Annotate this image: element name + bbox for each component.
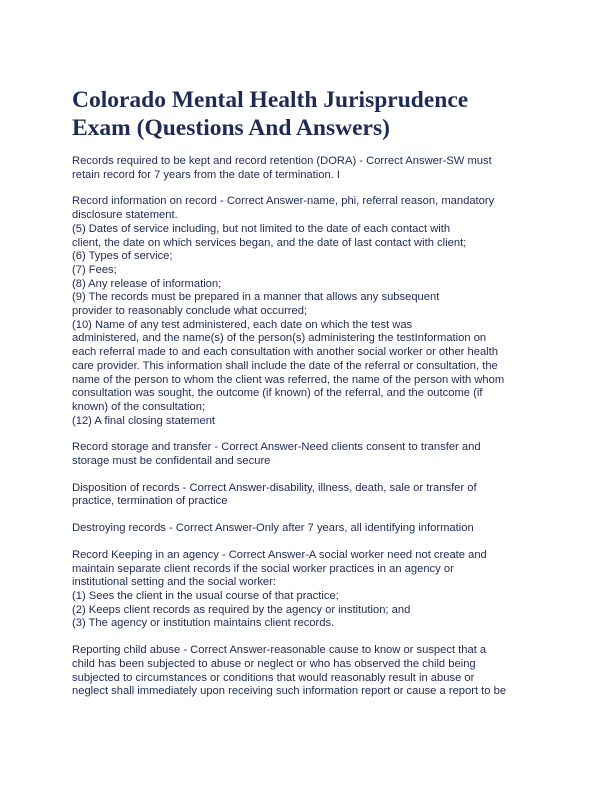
text-line: institutional setting and the social worker:: [72, 576, 276, 589]
text-line: Record information on record - Correct Answer-name, phi, referral reason, mandatory: [72, 195, 495, 208]
entry-record-information: [72, 195, 542, 428]
text-line: (8) Any release of information;: [72, 277, 222, 290]
entry-disposition: [72, 482, 542, 509]
text-line: administered, and the name(s) of the person(s) administering the testInformation on: [72, 332, 487, 345]
document-title: [72, 86, 542, 142]
text-line: provider to reasonably conclude what occurred;: [72, 305, 308, 318]
text-line: care provider. This information shall include the date of the referral or consultation, the: [72, 359, 498, 372]
text-line: Records required to be kept and record retention (DORA) - Correct Answer-SW must: [72, 155, 492, 167]
text-line: consultation was sought, the outcome (if known) of the referral, and the outcome (if: [72, 387, 483, 400]
text-line: (1) Sees the client in the usual course of that practice;: [72, 589, 339, 602]
document-page: [72, 86, 542, 712]
text-line: (6) Types of service;: [72, 250, 173, 263]
text-line: subjected to circumstances or conditions that would reasonably result in abuse or: [72, 671, 475, 684]
text-line: Reporting child abuse - Correct Answer-reasonable cause to know or suspect that a: [72, 644, 487, 657]
text-line: disclosure statement.: [72, 209, 178, 222]
text-line: Disposition of records - Correct Answer-disability, illness, death, sale or transfer of: [72, 481, 477, 494]
text-line: maintain separate client records if the social worker practices in an agency or: [72, 562, 454, 575]
title-line: Colorado Mental Health Jurisprudence: [72, 87, 469, 113]
text-line: storage must be confidentail and secure: [72, 455, 271, 468]
entry-reporting-child-abuse: [72, 644, 542, 699]
text-line: (3) The agency or institution maintains client records.: [72, 617, 335, 630]
entry-destroying-records: [72, 522, 542, 536]
text-line: (9) The records must be prepared in a manner that allows any subsequent: [72, 291, 440, 304]
text-line: known) of the consultation;: [72, 400, 206, 413]
text-line: neglect shall immediately upon receiving such information report or cause a report to be: [72, 685, 507, 698]
entry-record-storage: [72, 441, 542, 468]
text-line: (7) Fees;: [72, 263, 117, 276]
text-line: (2) Keeps client records as required by the agency or institution; and: [72, 603, 411, 616]
text-line: practice, termination of practice: [72, 495, 228, 508]
entry-record-retention: [72, 155, 542, 182]
entry-record-keeping-agency: [72, 549, 542, 631]
text-line: Record storage and transfer - Correct Answer-Need clients consent to transfer and: [72, 441, 481, 454]
text-line: name of the person to whom the client was referred, the name of the person with whom: [72, 373, 505, 386]
text-line: retain record for 7 years from the date of termination. I: [72, 168, 341, 181]
text-line: client, the date on which services began, and the date of last contact with client;: [72, 236, 467, 249]
text-line: Destroying records - Correct Answer-Only after 7 years, all identifying information: [72, 522, 474, 535]
text-line: (5) Dates of service including, but not limited to the date of each contact with: [72, 222, 451, 235]
text-line: each referral made to and each consultation with another social worker or other health: [72, 346, 498, 359]
text-line: child has been subjected to abuse or neglect or who has observed the child being: [72, 657, 476, 670]
text-line: Record Keeping in an agency - Correct Answer-A social worker need not create and: [72, 548, 487, 561]
title-line: Exam (Questions And Answers): [72, 115, 390, 141]
qa-entries: [72, 155, 542, 699]
text-line: (12) A final closing statement: [72, 414, 216, 427]
text-line: (10) Name of any test administered, each date on which the test was: [72, 318, 413, 331]
